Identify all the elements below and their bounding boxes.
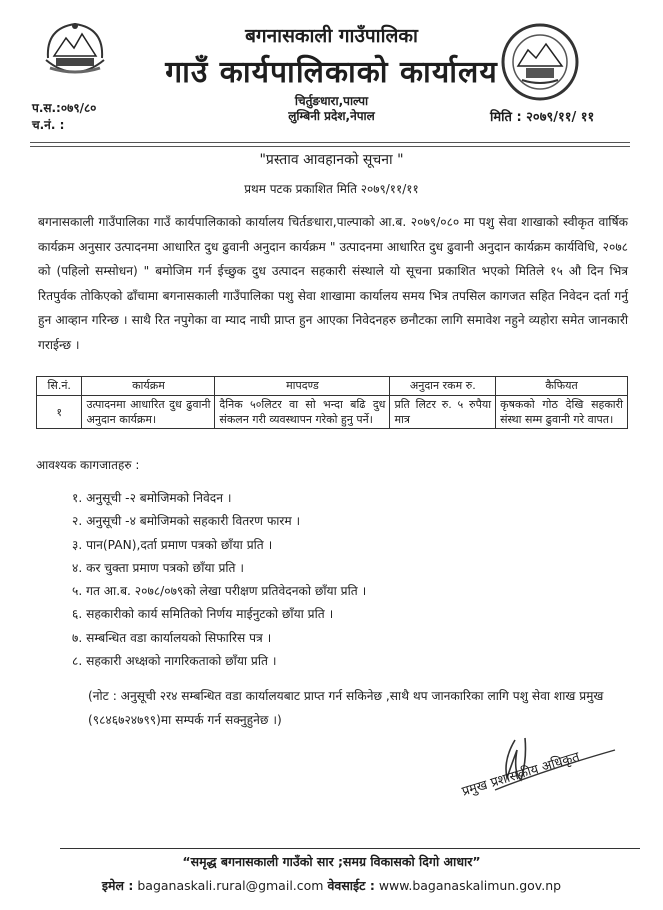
list-item: १. अनुसूची -२ बमोजिमको निवेदन । (72, 491, 232, 505)
list-item: २. अनुसूची -४ बमोजिमको सहकारी वितरण फारम । (72, 514, 301, 529)
notice-body: बगनासकाली गाउँपालिका गाउँ कार्यपालिकाको कार्यालय चिर्तङधारा,पाल्पाको आ.ब. २०७९/०८० मा पशु सेवा शाखाको स्वीकृत वार्षिक कार्यक्रम अनुसार उत्पादनमा आधारित दुध ढुवानी अनुदान कार्यक्रम " उत्पादनमा आधारित दुध ढुवानी अनुदान कार्यक्रम कार्यविधि, २०७८ को (पहिलो सम्सोधन) " बमोजिम गर्न ईच्छुक दुध उत्पादन सहकारी संस्थाले यो सूचना प्रकाशित भएको मितिले १५ औ दिन भित्र रितपुर्वक तोकिएको ढाँचामा बगनासकाली गाउँपालिका पशु सेवा शाखामा कार्यालय समय भित्र तपसिल कागजत सहित निवेदन दर्ता गर्नु हुन आव्हान गरिन्छ । साथै रित नपुगेका वा म्याद नाघी प्राप्त हुन आएका निवेदनहरु छनौटका लागि समावेश नहुने व्यहोरा समेत जानकारी गराईन्छ । (38, 215, 628, 352)
cell-remarks: कृषकको गोठ देखि सहकारी संस्था सम्म ढुवानी गरे वापत। (496, 396, 628, 429)
cell-program: उत्पादनमा आधारित दुध ढुवानी अनुदान कार्यक्रम। (82, 396, 215, 429)
footer-contacts (0, 877, 663, 894)
footer-divider (60, 848, 640, 849)
email-link[interactable]: baganaskali.rural@gmail.com (137, 878, 324, 893)
header-divider-bottom (30, 146, 630, 147)
address-line2: लुम्बिनी प्रदेश,नेपाल (288, 109, 375, 123)
header-criteria: मापदण्ड (215, 377, 390, 396)
note-text: (नोट : अनुसूची २र४ सम्बन्धित वडा कार्यालयबाट प्राप्त गर्न सकिनेछ ,साथै थप जानकारिका लागि पशु सेवा शाख प्रमुख (९८४६७२४७९९)मा सम्पर्क गर्न सक्नुहुनेछ ।) (88, 689, 604, 727)
list-item: ८. सहकारी अध्क्षको नागरिकताको छाँया प्रति । (72, 654, 277, 669)
header-sn: सि.नं. (37, 377, 82, 396)
documents-list (72, 487, 366, 673)
chalani-number: च.नं. : (32, 118, 65, 132)
list-item: ३. पान(PAN),दर्ता प्रमाण पत्रको छाँया प्रति । (72, 537, 273, 552)
office-title: गाउँ कार्यपालिकाको कार्यालय (165, 55, 498, 90)
cell-amount: प्रति लिटर रु. ५ रुपैया मात्र (390, 396, 496, 429)
table-header-row (37, 377, 628, 396)
org-name: बगनासकाली गाउँपालिका (245, 25, 418, 47)
website-label: वेवसाईट : (327, 878, 375, 893)
address-line1: चिर्तुङधारा,पाल्पा (294, 94, 369, 108)
website-link[interactable]: www.baganaskalimun.gov.np (378, 878, 562, 893)
cell-sn: १ (37, 396, 82, 429)
grant-table (36, 376, 628, 429)
letter-date: मिति : २०७९/११/ ११ (490, 110, 595, 125)
list-item: ५. गत आ.ब. २०७८/०७९को लेखा परीक्षण प्रतिवेदनको छाँया प्रति । (72, 584, 367, 599)
documents-title: आवश्यक कागजातहरु : (36, 458, 140, 472)
email-label: इमेल : (101, 878, 134, 893)
list-item: ७. सम्बन्धित वडा कार्यालयको सिफारिस पत्र । (72, 630, 272, 645)
notice-title: "प्रस्ताव आवहानको सूचना " (259, 152, 404, 168)
header-remarks: कैफियत (496, 377, 628, 396)
list-item: ४. कर चुक्ता प्रमाण पत्रको छाँया प्रति । (72, 560, 244, 575)
first-published-date: प्रथम पटक प्रकाशित मिति २०७९/११/११ (244, 182, 419, 196)
signatory-title: प्रमुख प्रशासकीय अधिकृत (460, 749, 582, 800)
header-program: कार्यक्रम (82, 377, 215, 396)
header-amount: अनुदान रकम रु. (390, 377, 496, 396)
list-item: ६. सहकारीको कार्य समितिको निर्णय माईनुटको छाँया प्रति । (72, 607, 334, 622)
cell-criteria: दैनिक ५०लिटर वा सो भन्दा बढि दुध संकलन गरी व्यवस्थापन गरेको हुनु पर्ने। (215, 396, 390, 429)
footer-slogan: “समृद्ध बगनासकाली गाउँको सार ;समग्र विकासको दिगो आधार” (182, 854, 481, 869)
reference-number: प.स.:०७९/८० (32, 101, 97, 115)
table-row (37, 396, 628, 429)
header-divider-top (30, 142, 630, 143)
